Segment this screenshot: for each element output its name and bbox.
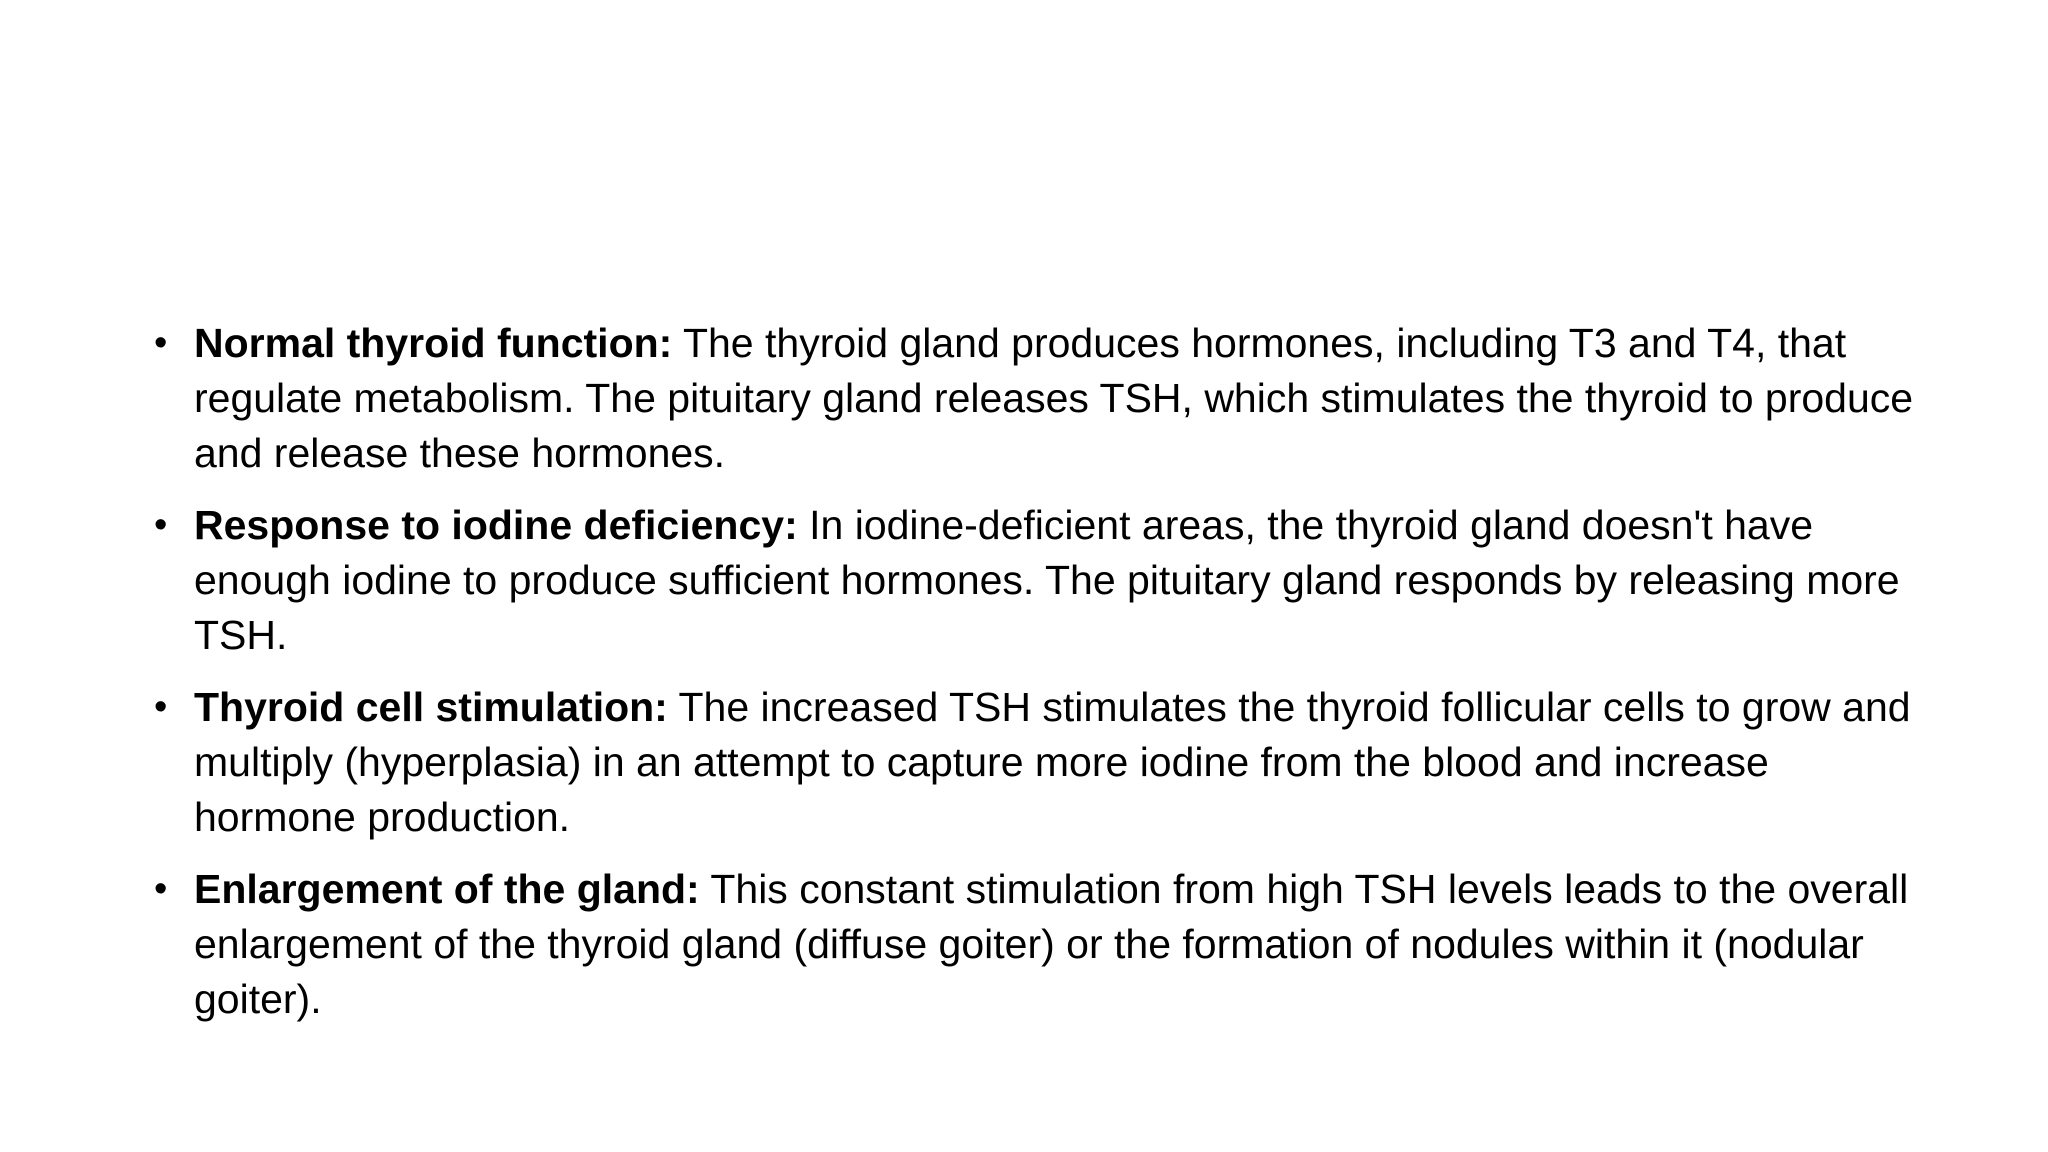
bullet-body: This constant stimulation from high TSH levels leads to the overall enlargement of the thyroid gland (diffuse goiter) or the formation of nodules within it (nodular goiter). xyxy=(194,866,1909,1022)
bullet-text xyxy=(194,680,1914,845)
bullet-text xyxy=(194,862,1914,1027)
bullet-icon: • xyxy=(154,868,168,910)
bullet-term: Normal thyroid function: xyxy=(194,320,673,366)
bullet-list xyxy=(150,316,1914,1044)
bullet-body: In iodine-deficient areas, the thyroid gland doesn't have enough iodine to produce sufficient hormones. The pituitary gland responds by releasing more TSH. xyxy=(194,502,1900,658)
list-item xyxy=(150,680,1910,845)
bullet-term: Thyroid cell stimulation: xyxy=(194,684,668,730)
bullet-icon: • xyxy=(154,322,168,364)
bullet-icon: • xyxy=(154,686,168,728)
bullet-text xyxy=(194,316,1914,481)
list-item xyxy=(150,862,1910,1027)
bullet-term: Enlargement of the gland: xyxy=(194,866,700,912)
bullet-icon: • xyxy=(154,504,168,546)
bullet-term: Response to iodine deficiency: xyxy=(194,502,798,548)
bullet-body: The thyroid gland produces hormones, including T3 and T4, that regulate metabolism. The pituitary gland releases TSH, which stimulates the thyroid to produce and release these hormones. xyxy=(194,320,1914,476)
list-item xyxy=(150,316,1914,481)
list-item xyxy=(150,498,1910,663)
bullet-body: The increased TSH stimulates the thyroid follicular cells to grow and multiply (hyperplasia) in an attempt to capture more iodine from the blood and increase hormone production. xyxy=(194,684,1911,840)
bullet-text xyxy=(194,498,1914,663)
